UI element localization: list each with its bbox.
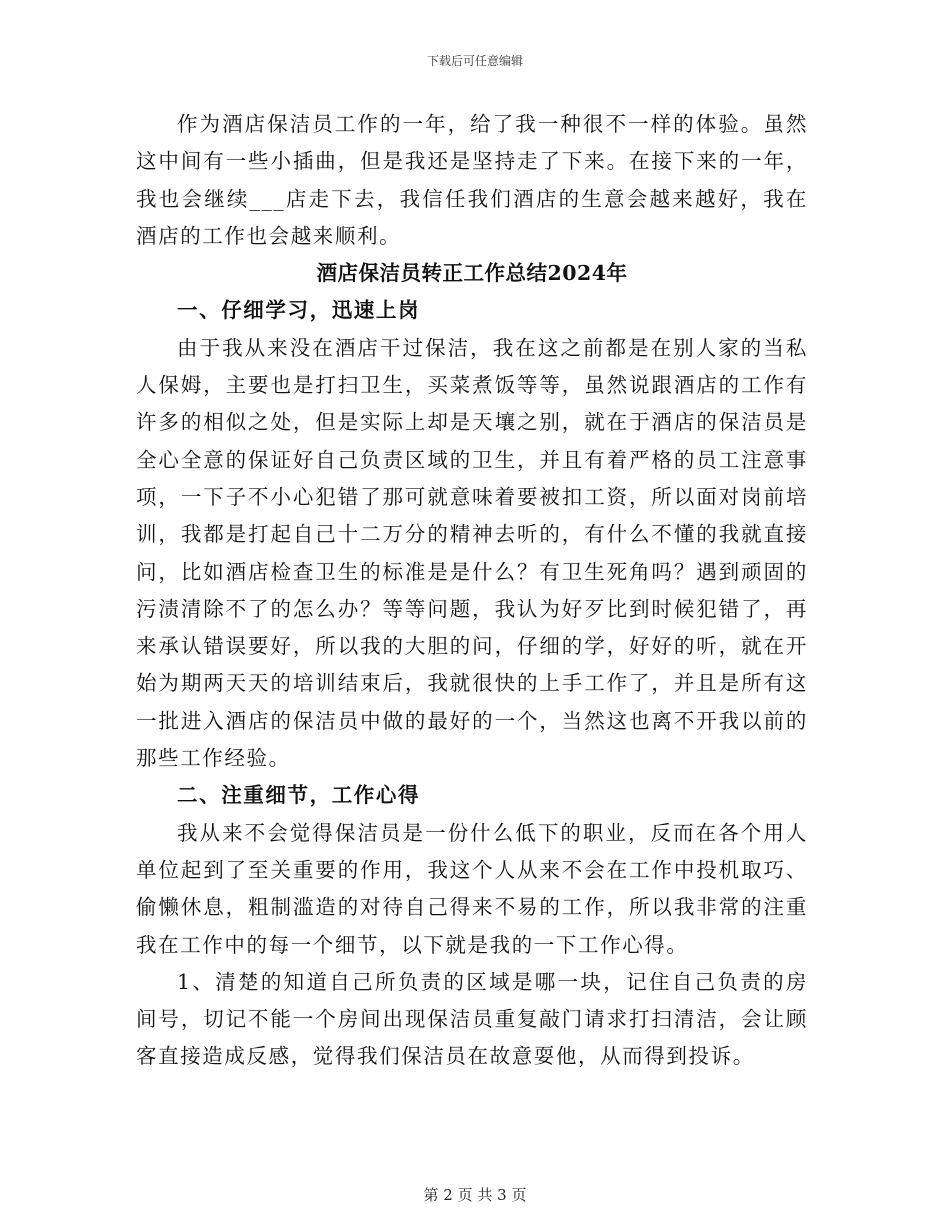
section-2-heading: 二、注重细节，工作心得 — [177, 783, 421, 808]
section-1-paragraph: 由于我从来没在酒店干过保洁，我在这之前都是在别人家的当私人保姆，主要也是打扫卫生，买菜煮饭等等，虽然说跟酒店的工作有许多的相似之处，但是实际上却是天壤之别，就在于酒店的保洁员是全心全意的保证好自己负责区域的卫生，并且有着严格的员工注意事项，一下子不小心犯错了那可就意味着要被扣工资，所以面对岗前培训，我都是打起自己十二万分的精神去听的，有什么不懂的我就直接问，比如酒店检查卫生的标准是是什么？有卫生死角吗？遇到顽固的污渍清除不了的怎么办？等等问题，我认为好歹比到时候犯错了，再来承认错误要好，所以我的大胆的问，仔细的学，好好的听，就在开始为期两天天的培训结束后，我就很快的上手工作了，并且是所有这一批进入酒店的保洁员中做的最好的一个，当然这也离不开我以前的那些工作经验。 — [136, 335, 808, 771]
section-2-paragraph: 我从来不会觉得保洁员是一份什么低下的职业，反而在各个用人单位起到了至关重要的作用，我这个人从来不会在工作中投机取巧、偷懒休息，粗制滥造的对待自己得来不易的工作，所以我非常的注重我在工作中的每一个细节，以下就是我的一下工作心得。 — [136, 820, 808, 957]
section-1-heading: 一、仔细学习，迅速上岗 — [177, 298, 421, 323]
page-footer: 第 2 页 共 3 页 — [423, 1186, 527, 1204]
intro-paragraph: 作为酒店保洁员工作的一年，给了我一种很不一样的体验。虽然这中间有一些小插曲，但是我还是坚持走了下来。在接下来的一年，我也会继续___店走下去，我信任我们酒店的生意会越来越好，我在酒店的工作也会越来顺利。 — [136, 112, 808, 248]
document-body — [136, 106, 808, 1076]
document-title: 酒店保洁员转正工作总结2024年 — [316, 261, 628, 286]
point-1-paragraph: 1、清楚的知道自己所负责的区域是哪一块，记住自己负责的房间号，切记不能一个房间出现保洁员重复敲门请求打扫清洁，会让顾客直接造成反感，觉得我们保洁员在故意耍他，从而得到投诉。 — [136, 969, 808, 1069]
page-header: 下载后可任意编辑 — [426, 54, 523, 68]
